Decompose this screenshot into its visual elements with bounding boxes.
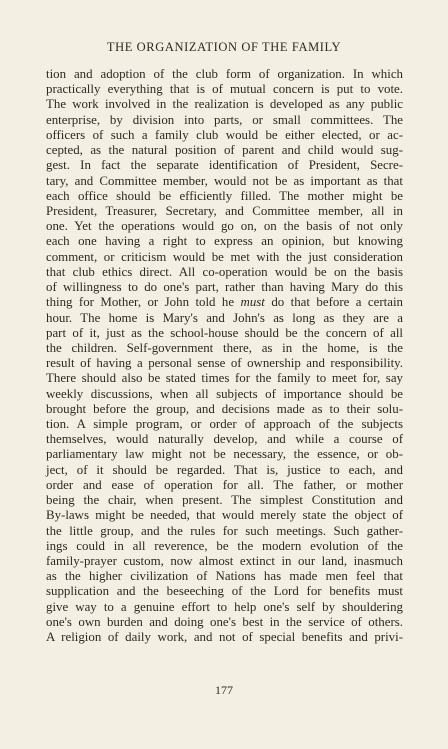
text-line: comment, or criticism would be met with the just consideration [46, 249, 403, 264]
text-line: tion. A simple program, or order of approach of the subjects [46, 417, 403, 432]
text-line: as the higher civilization of Nations has made men feel that [46, 569, 403, 584]
text-line: each one having a right to express an opinion, but knowing [46, 234, 403, 249]
text-line: weekly discussions, when all subjects of importance should be [46, 386, 403, 401]
text-line: cepted, as the natural position of parent and child would sug- [46, 143, 403, 158]
text-line: parliamentary law might not be necessary, the essence, or ob- [46, 447, 403, 462]
text-line: ject, of it should be regarded. That is, justice to each, and [46, 462, 403, 477]
text-line: ings could in all reverence, be the modern evolution of the [46, 538, 403, 553]
body-text [46, 67, 403, 645]
text-line: practically everything that is of mutual concern is put to vote. [46, 82, 403, 97]
text-line: There should also be stated times for the family to meet for, say [46, 371, 403, 386]
text-line: each office should be efficiently filled. The mother might be [46, 188, 403, 203]
text-line: tary, and Committee member, would not be as important as that [46, 173, 403, 188]
text-line: enterprise, by division into parts, or small committees. The [46, 112, 403, 127]
text-line: tion and adoption of the club form of organization. In which [46, 67, 403, 81]
text-line: that club ethics direct. All co-operation would be on the basis [46, 264, 403, 279]
page-number: 177 [215, 683, 233, 697]
text-line: give way to a genuine effort to help one's self by shouldering [46, 599, 403, 614]
text-line: one's own burden and doing one's best in the service of others. [46, 614, 403, 629]
text-line: result of having a personal sense of ownership and responsibility. [46, 356, 403, 371]
text-line: The work involved in the realization is developed as any public [46, 97, 403, 112]
text-line: officers of such a family club would be either elected, or ac- [46, 127, 403, 142]
text-line: supplication and the beseeching of the Lord for benefits must [46, 584, 403, 599]
text-line: family-prayer custom, now almost extinct in our land, inasmuch [46, 554, 403, 568]
text-line: brought before the group, and decisions made as to their solu- [46, 401, 403, 416]
text-line: A religion of daily work, and not of special benefits and privi- [46, 630, 403, 645]
text-line: one. Yet the operations would go on, on the basis of not only [46, 219, 403, 234]
emphasis: must [240, 295, 265, 310]
text-line: order and ease of operation for all. The father, or mother [46, 477, 403, 492]
text-line: being the chair, when present. The simplest Constitution and [46, 493, 403, 508]
text-line: of willingness to do one's part, rather than having Mary do this [46, 280, 403, 295]
text-line: part of it, just as the school-house should be the concern of all [46, 325, 403, 340]
text-line: gest. In fact the separate identification of President, Secre- [46, 158, 403, 173]
text-line: the children. Self-government there, as in the home, is the [46, 340, 403, 355]
text-line: thing for Mother, or John told he must do that before a certain [46, 295, 403, 310]
text-line: President, Treasurer, Secretary, and Committee member, all in [46, 203, 403, 218]
running-head: THE ORGANIZATION OF THE FAMILY [106, 40, 342, 54]
text-line: themselves, would naturally develop, and while a course of [46, 432, 403, 447]
text-line: By-laws might be needed, that would merely state the object of [46, 508, 403, 523]
text-line: hour. The home is Mary's and John's as long as they are a [46, 310, 403, 325]
text-line: the little group, and the rules for such meetings. Such gather- [46, 523, 403, 538]
